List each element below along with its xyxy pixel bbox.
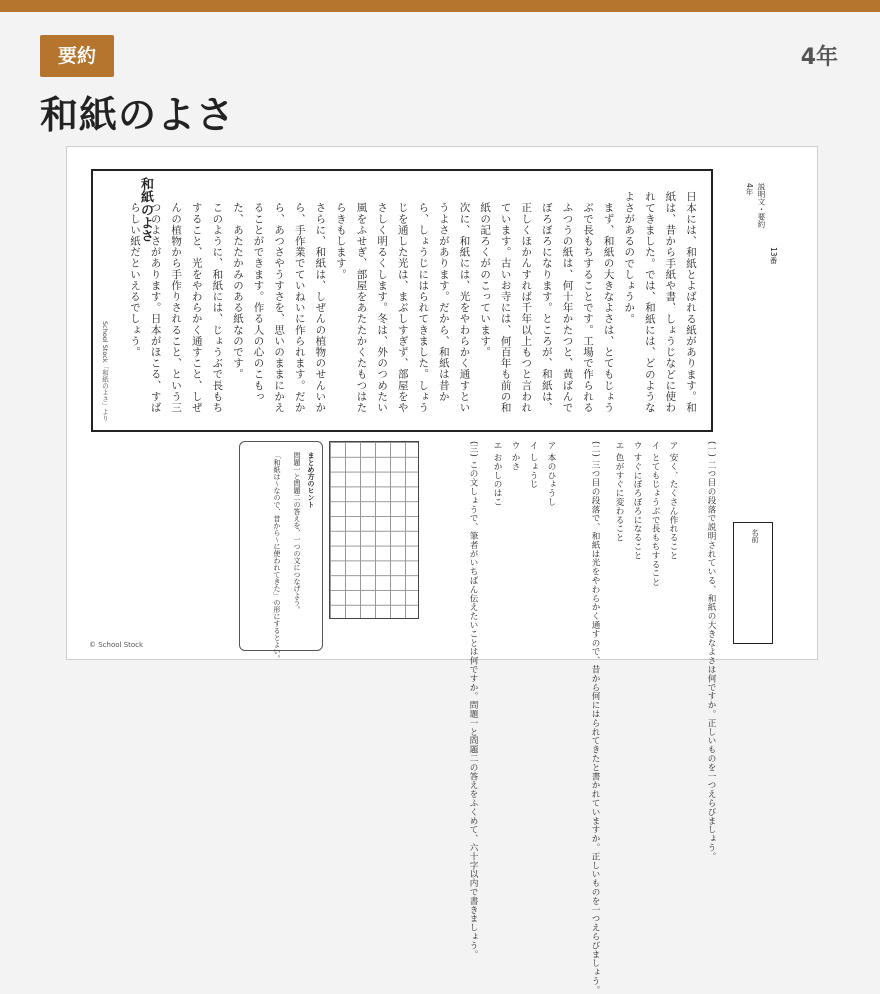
- choice-2c[interactable]: ウ かさ: [510, 441, 520, 471]
- copyright: © School Stock: [89, 641, 144, 649]
- hint-box: [239, 441, 323, 662]
- story-box: [91, 169, 713, 432]
- hint-title: まとめ方のヒント: [307, 452, 315, 508]
- question-3: (三) この文しょうで、筆者がいちばん伝えたいことは何ですか。問題一と問題二の答えをふくめて、六十字以内で書きましょう。: [468, 441, 478, 959]
- story-text: [124, 191, 701, 421]
- top-accent-bar: [0, 0, 880, 12]
- meta-number: 13番: [769, 247, 778, 265]
- choice-2b[interactable]: イ しょうじ: [528, 441, 538, 489]
- choice-2a[interactable]: ア 本のひょうし: [546, 441, 556, 507]
- worksheet-title: 和紙のよさ: [138, 177, 153, 242]
- story-paragraph: 次に、和紙には、光をやわらかく通すというよさがあります。だから、和紙は昔から、しょうじにはられてきました。しょうじを通した光は、まぶしすぎず、部屋をやさしく明るくします。冬は、外のつめたい風をふせぎ、部屋をあたたかくたもつはたらきもします。: [334, 201, 471, 413]
- choice-1a[interactable]: ア 安く、たくさん作れること: [668, 441, 678, 560]
- name-label: 名前: [751, 529, 759, 543]
- name-field[interactable]: [733, 522, 773, 644]
- question-area: [427, 441, 717, 994]
- source-note: School Stock「和紙のよさ」より: [101, 321, 109, 422]
- choice-1c[interactable]: ウ すぐにぼろぼろになること: [632, 441, 642, 560]
- hint-line: 「和紙は〜なので、昔から〜に使われてきた」の形にするとよい。: [273, 452, 281, 662]
- hint-line: 問題一と問題二の答えを、一つの文につなげよう。: [293, 452, 301, 613]
- category-badge: 要約: [40, 35, 114, 77]
- question-1: (一) 二つ目の段落で説明されている、和紙の大きなよさは何ですか。正しいものを一つえらびましょう。: [706, 441, 716, 861]
- worksheet-page: [66, 146, 818, 994]
- choice-1b[interactable]: イ とてもじょうぶで長もちすること: [650, 441, 660, 587]
- choice-2d[interactable]: エ おかしのはこ: [492, 441, 502, 507]
- story-paragraph: さらに、和紙は、しぜんの植物のせんいから、手作業でていねいに作られます。だから、あつさやうすさを、思いのままにかえることができます。作る人の心のこもった、あたたかみのある紙なのです。: [231, 201, 327, 413]
- answer-grid[interactable]: [329, 441, 419, 619]
- choice-1d[interactable]: エ 色がすぐに変わること: [614, 441, 624, 542]
- meta-type: 説明文・要約: [757, 183, 766, 228]
- question-2: (二) 三つ目の段落で、和紙は光をやわらかく通すので、昔から何にはられてきたと書かれていますか。正しいものを一つえらびましょう。: [590, 441, 600, 994]
- story-paragraph: このように、和紙には、じょうぶで長もちすること、光をやわらかく通すこと、しぜんの植物から手作りされること、という三つのよさがあります。日本がほこる、すばらしい紙だといえるでしょう。: [128, 201, 224, 413]
- grade-label: 4年: [800, 45, 838, 70]
- story-paragraph: まず、和紙の大きなよさは、とてもじょうぶで長もちすることです。工場で作られるふつうの紙は、何十年かたつと、黄ばんでぼろぼろになります。ところが、和紙は、正しくほかんすれば千年以上もつと言われています。古いお寺には、何百年も前の和紙の記ろくがのこっています。: [479, 201, 615, 413]
- page-title: 和紙のよさ: [40, 93, 236, 137]
- meta-grade: 4年: [745, 183, 754, 196]
- story-paragraph: 日本には、和紙とよばれる紙があります。和紙は、昔から手紙や書、しょうじなどに使われてきました。では、和紙には、どのようなよさがあるのでしょうか。: [623, 191, 697, 413]
